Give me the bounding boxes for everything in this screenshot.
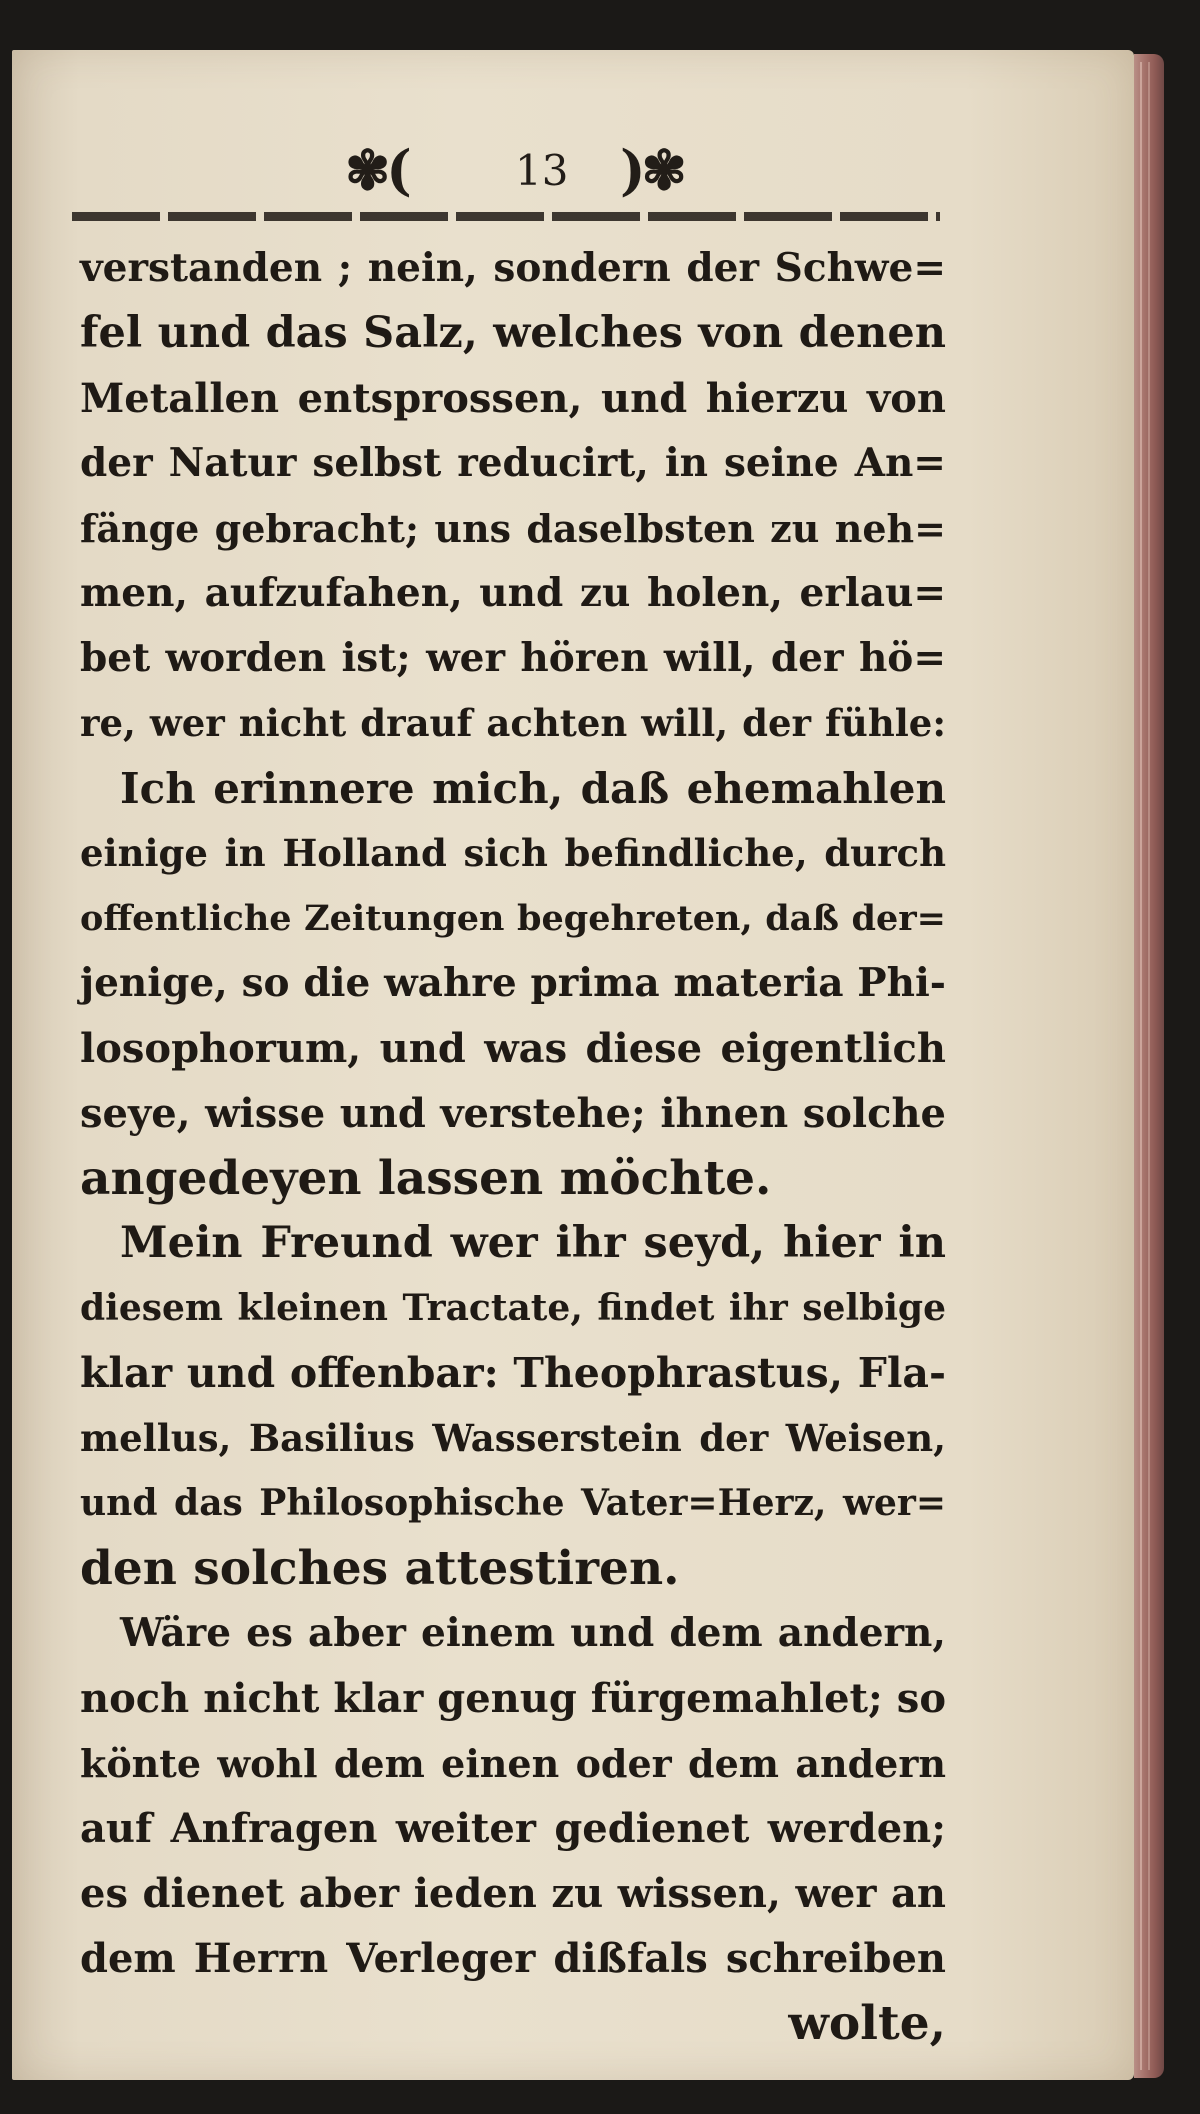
page-number: 13 xyxy=(515,146,569,195)
text-line: seye, wisse und verstehe; ihnen solche xyxy=(80,1090,946,1137)
body-text xyxy=(80,236,946,2056)
text-line: jenige, so die wahre prima materia Phi- xyxy=(80,960,946,1006)
header-ornament-right: )✾ xyxy=(620,138,683,202)
page-edge xyxy=(1134,54,1164,2078)
header-ornament-left: ✾( xyxy=(345,138,408,202)
header-rule xyxy=(72,212,940,221)
text-line: Metallen entsprossen, und hierzu von xyxy=(80,375,946,422)
text-line: auf Anfragen weiter gedienet werden; xyxy=(80,1805,946,1852)
text-line: losophorum, und was diese eigentlich xyxy=(80,1025,946,1072)
text-line: mellus, Basilius Wasserstein der Weisen, xyxy=(80,1416,946,1460)
text-line: offentliche Zeitungen begehreten, daß der= xyxy=(80,898,946,939)
text-line: men, aufzufahen, und zu holen, erlau= xyxy=(80,570,946,616)
text-line: noch nicht klar genug fürgemahlet; so xyxy=(80,1675,946,1722)
catchword: wolte, xyxy=(788,1996,946,2051)
text-line: verstanden ; nein, sondern der Schwe= xyxy=(80,245,946,291)
text-line: angedeyen lassen möchte. xyxy=(80,1151,772,1206)
text-line: fänge gebracht; uns daselbsten zu neh= xyxy=(80,506,946,551)
text-line: dem Herrn Verleger dißfals schreiben xyxy=(80,1935,946,1982)
running-header xyxy=(60,138,940,218)
text-line: der Natur selbst reducirt, in seine An= xyxy=(80,440,946,486)
text-line: den solches attestiren. xyxy=(80,1541,680,1596)
text-line: klar und offenbar: Theophrastus, Fla- xyxy=(80,1349,946,1397)
text-line: Wäre es aber einem und dem andern, xyxy=(120,1610,946,1656)
text-line: fel und das Salz, welches von denen xyxy=(80,308,946,358)
text-line: diesem kleinen Tractate, findet ihr selbige xyxy=(80,1287,946,1329)
text-line: es dienet aber ieden zu wissen, wer an xyxy=(80,1870,946,1917)
text-line: einige in Holland sich befindliche, durch xyxy=(80,831,946,875)
text-line: und das Philosophische Vater=Herz, wer= xyxy=(80,1482,946,1524)
text-line: Ich erinnere mich, daß ehemahlen xyxy=(120,764,946,813)
text-line: könte wohl dem einen oder dem andern xyxy=(80,1741,946,1786)
text-line: Mein Freund wer ihr seyd, hier in xyxy=(120,1218,946,1268)
text-line: re, wer nicht drauf achten will, der fühle: xyxy=(80,701,946,745)
text-line: bet worden ist; wer hören will, der hö= xyxy=(80,635,946,681)
